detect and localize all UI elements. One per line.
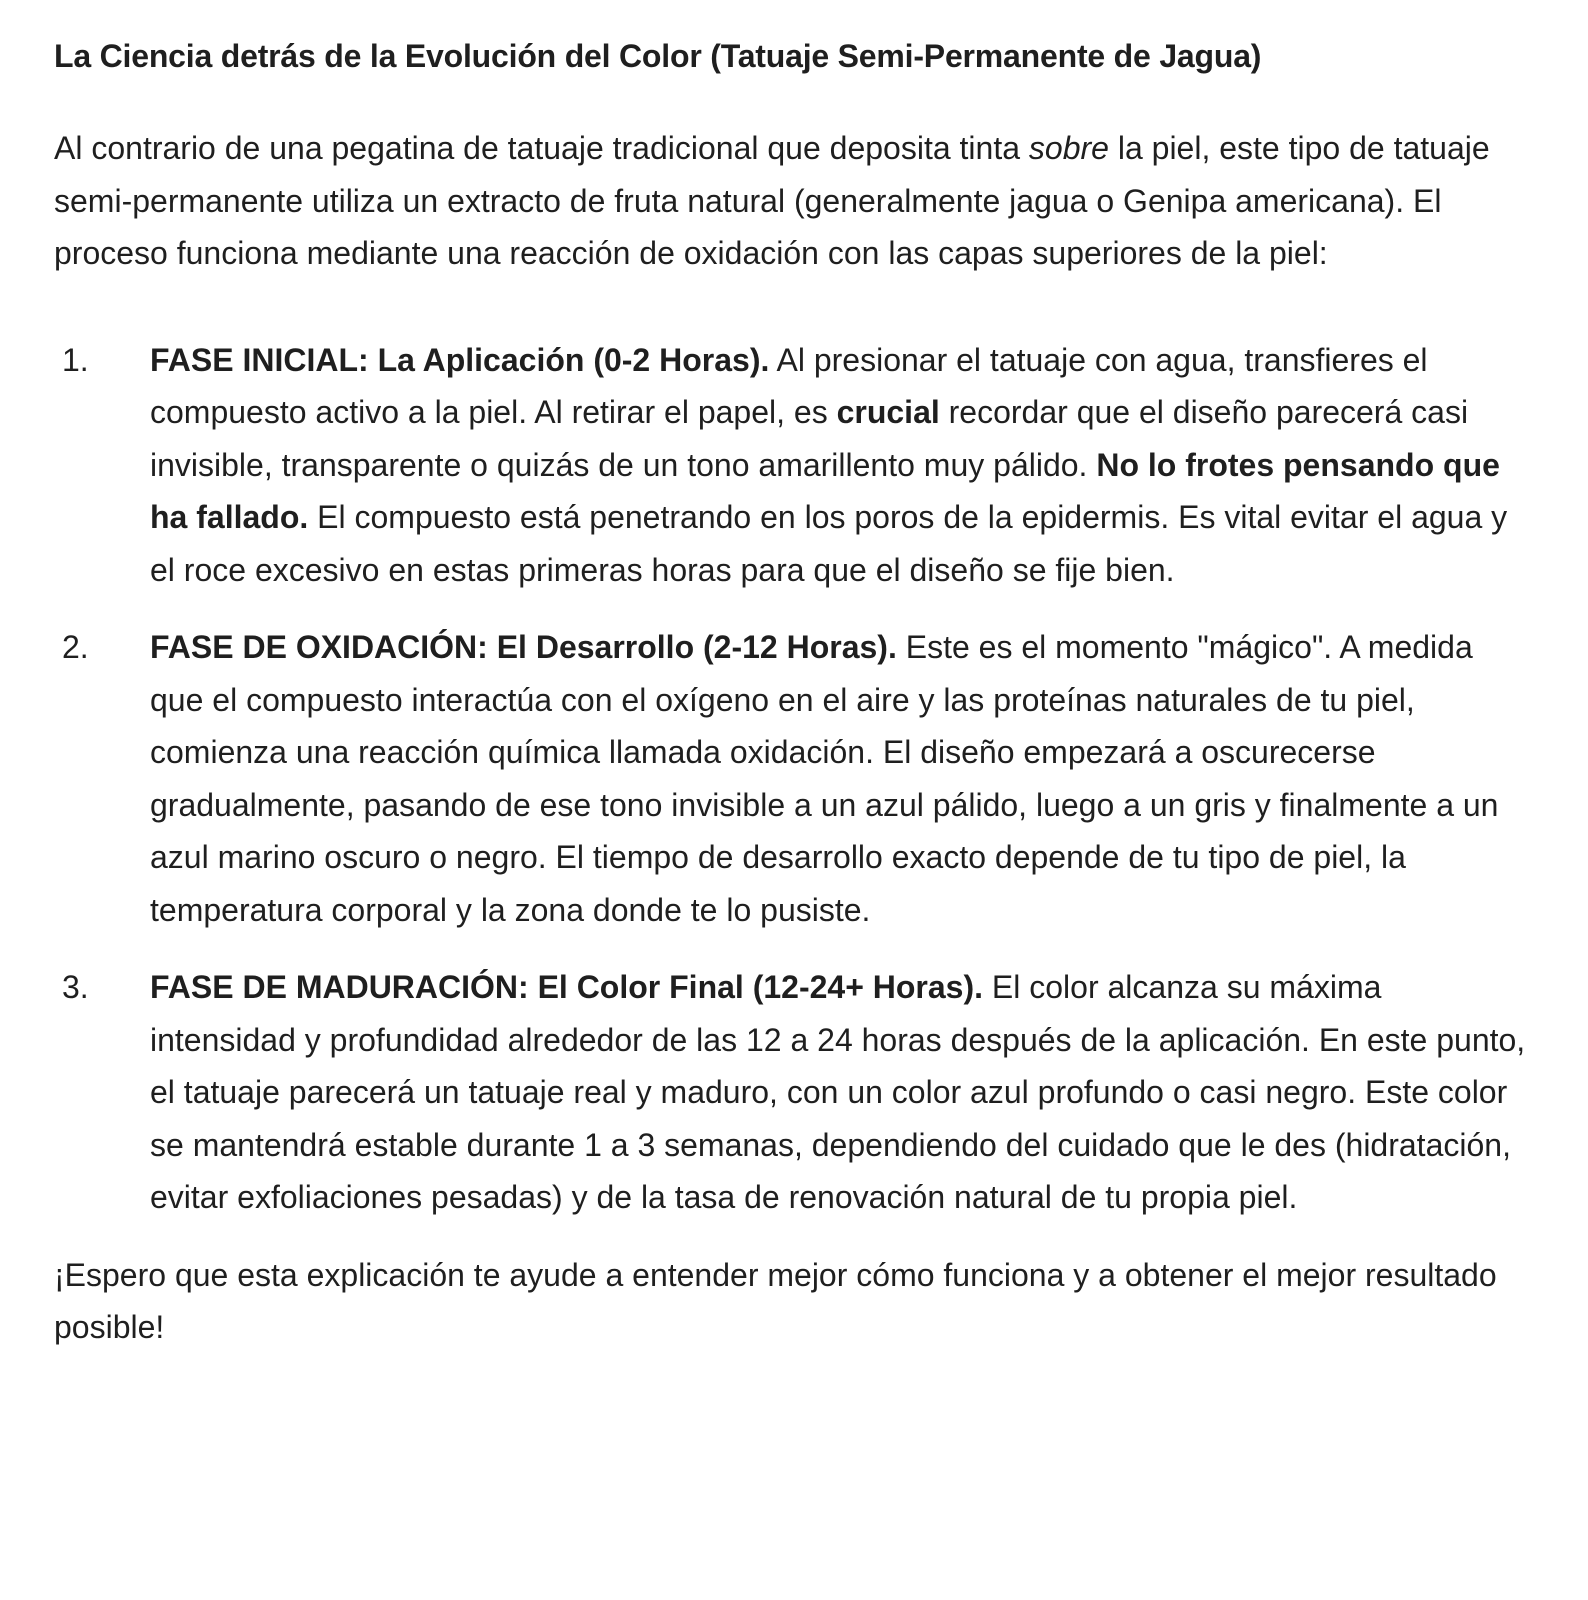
document-title: La Ciencia detrás de la Evolución del Color (Tatuaje Semi-Permanente de Jagua) [54, 38, 1262, 74]
phase-heading: FASE INICIAL: La Aplicación (0-2 Horas). [150, 341, 770, 378]
list-item-phase-3 [54, 961, 1534, 1224]
list-item-phase-1 [54, 334, 1534, 597]
phase-text: Al presionar el tatuaje con agua, transfieres el compuesto activo a la piel. Al retirar el papel, es [150, 341, 1428, 430]
intro-text-after: la piel, este tipo de tatuaje semi-permanente utiliza un extracto de fruta natural (generalmente jagua o Genipa americana). El proceso funciona mediante una reacción de oxidación con las capas superiores de la piel: [54, 130, 1490, 271]
intro-emphasis: sobre [1028, 130, 1109, 166]
phase-text: recordar que el diseño parecerá casi invisible, transparente o quizás de un tono amarillento muy pálido. [150, 394, 1469, 483]
list-number: 1. [62, 341, 89, 378]
list-number: 2. [62, 629, 89, 665]
list-item-phase-2 [54, 621, 1534, 936]
phase-bold-word: crucial [836, 394, 940, 430]
closing-paragraph: ¡Espero que esta explicación te ayude a entender mejor cómo funciona y a obtener el mejor resultado posible! [54, 1256, 1497, 1345]
intro-text-before: Al contrario de una pegatina de tatuaje tradicional que deposita tinta [54, 130, 1029, 166]
phase-warning: No lo frotes pensando que ha fallado. [150, 446, 1500, 535]
phase-heading: FASE DE OXIDACIÓN: El Desarrollo (2-12 Horas). [150, 629, 897, 665]
list-item-body [150, 621, 1534, 936]
phase-text: Este es el momento "mágico". A medida que el compuesto interactúa con el oxígeno en el aire y las proteínas naturales de tu piel, comienza una reacción química llamada oxidación. El diseño empezará a oscurecerse gradualmente, pasando de ese tono invisible a un azul pálido, luego a un gris y finalmente a un azul marino oscuro o negro. El tiempo de desarrollo exacto depende de tu tipo de piel, la temperatura corporal y la zona donde te lo pusiste. [150, 629, 1499, 928]
list-item-body [150, 334, 1534, 597]
list-item-body [150, 961, 1534, 1224]
intro-paragraph [54, 122, 1534, 280]
list-number: 3. [62, 969, 89, 1005]
phase-list [54, 334, 1534, 1224]
phase-text: El compuesto está penetrando en los poros de la epidermis. Es vital evitar el agua y el roce excesivo en estas primeras horas para que el diseño se fije bien. [150, 499, 1508, 588]
phase-text: El color alcanza su máxima intensidad y profundidad alrededor de las 12 a 24 horas después de la aplicación. En este punto, el tatuaje parecerá un tatuaje real y maduro, con un color azul profundo o casi negro. Este color se mantendrá estable durante 1 a 3 semanas, dependiendo del cuidado que le des (hidratación, evitar exfoliaciones pesadas) y de la tasa de renovación natural de tu propia piel. [150, 969, 1526, 1215]
phase-heading: FASE DE MADURACIÓN: El Color Final (12-24+ Horas). [150, 969, 984, 1005]
